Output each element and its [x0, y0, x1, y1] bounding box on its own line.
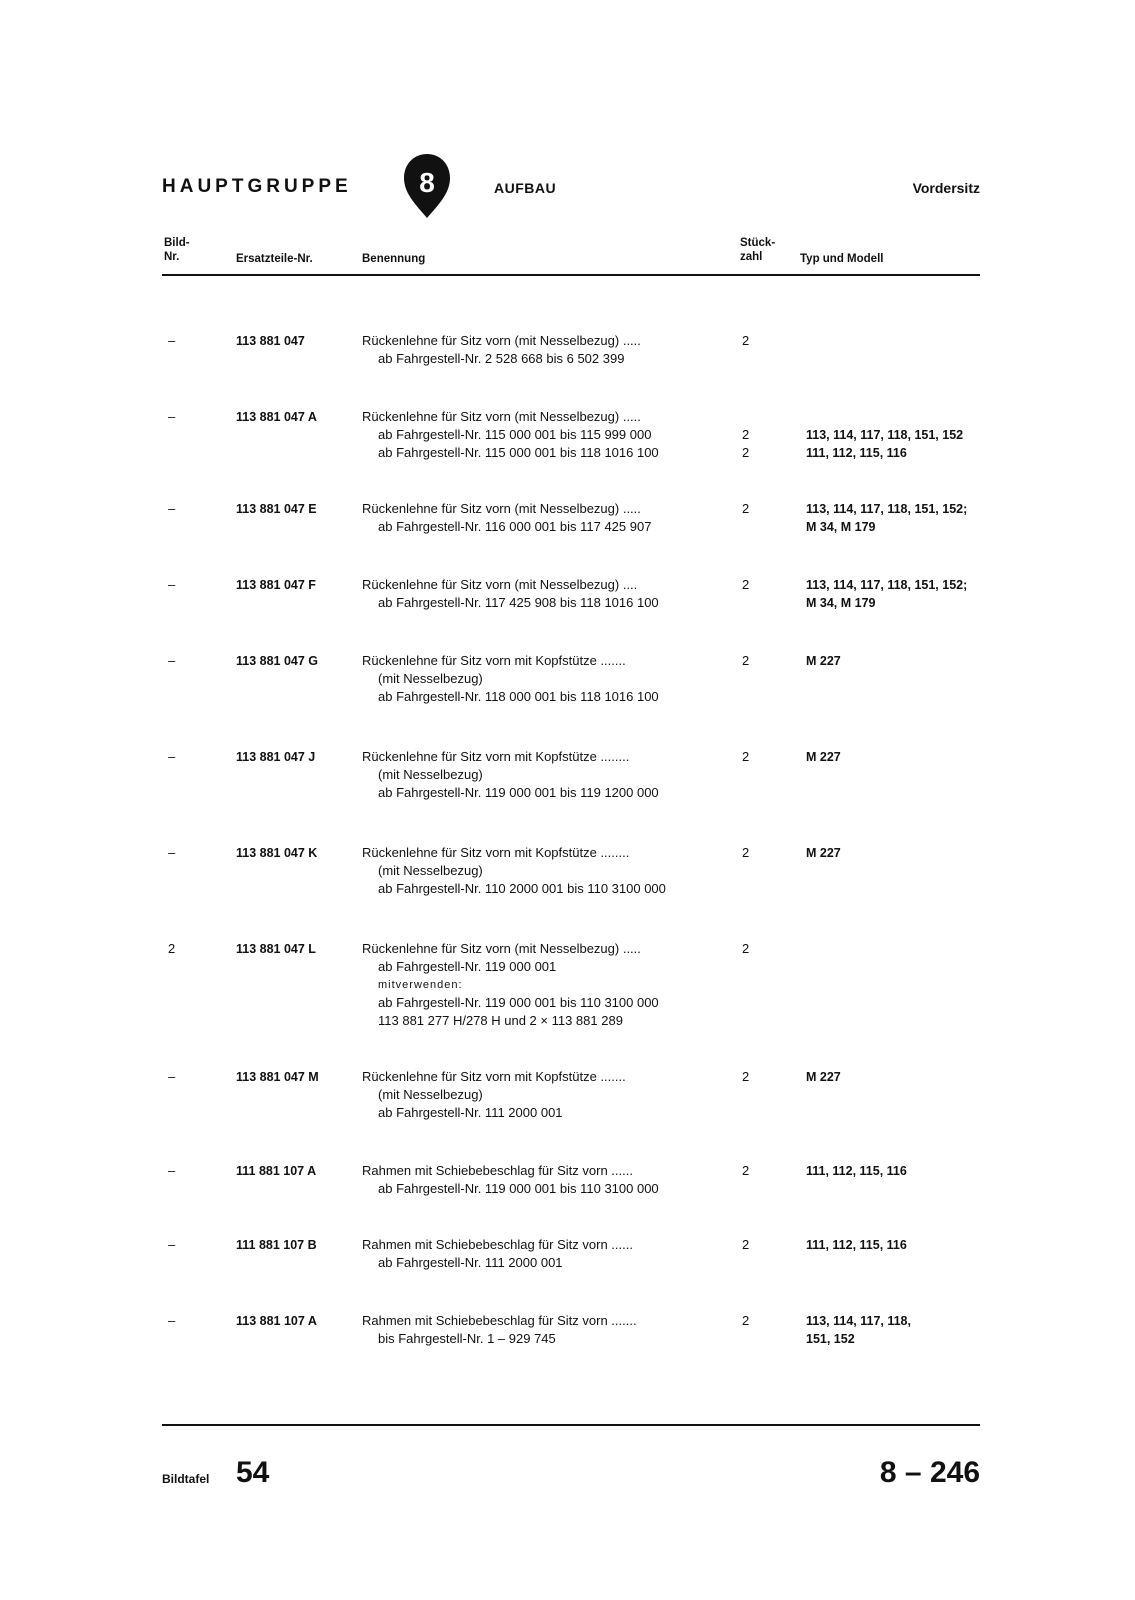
description-line: mitverwenden:	[378, 979, 463, 991]
part-number: 113 881 047 F	[236, 578, 316, 592]
part-number: 113 881 107 A	[236, 1314, 317, 1328]
type-model-line: M 227	[806, 1070, 841, 1084]
type-model-line: 113, 114, 117, 118, 151, 152;	[806, 578, 968, 592]
bild-nr: –	[168, 1237, 176, 1252]
quantity	[742, 1312, 772, 1330]
type-model	[806, 408, 986, 462]
description-line: ab Fahrgestell-Nr. 115 000 001 bis 118 1016 100	[378, 445, 659, 460]
quantity	[742, 1068, 772, 1086]
description-line: ab Fahrgestell-Nr. 116 000 001 bis 117 425 907	[378, 519, 652, 534]
type-model	[806, 500, 986, 536]
group-badge-shape	[404, 154, 450, 218]
quantity-value: 2	[742, 845, 750, 860]
description-line: Rückenlehne für Sitz vorn (mit Nesselbezug) ....	[362, 577, 638, 592]
description	[362, 1068, 742, 1122]
quantity-value: 2	[742, 577, 750, 592]
description	[362, 748, 742, 802]
type-model-line: M 227	[806, 654, 841, 668]
quantity	[742, 332, 772, 350]
part-number: 113 881 047 E	[236, 502, 317, 516]
quantity	[742, 408, 772, 462]
bild-nr: –	[168, 333, 176, 348]
type-model	[806, 576, 986, 612]
quantity-value: 2	[742, 1237, 750, 1252]
plate-number: 54	[236, 1456, 270, 1489]
col-typ-modell: Typ und Modell	[800, 253, 884, 265]
quantity	[742, 500, 772, 518]
description-line: ab Fahrgestell-Nr. 119 000 001	[378, 959, 557, 974]
bild-nr: –	[168, 577, 176, 592]
section-name: AUFBAU	[494, 180, 557, 196]
quantity	[742, 844, 772, 862]
page-footer	[162, 1450, 980, 1500]
part-number: 113 881 047	[236, 334, 305, 348]
description-line: ab Fahrgestell-Nr. 110 2000 001 bis 110 3100 000	[378, 881, 666, 896]
part-number: 111 881 107 A	[236, 1164, 317, 1178]
group-number-badge	[404, 154, 450, 218]
quantity	[742, 576, 772, 594]
description	[362, 652, 742, 706]
type-model-line: 113, 114, 117, 118, 151, 152;	[806, 502, 968, 516]
description-line: ab Fahrgestell-Nr. 119 000 001 bis 110 3100 000	[378, 1181, 659, 1196]
bild-nr: –	[168, 1163, 176, 1178]
description-line: Rückenlehne für Sitz vorn mit Kopfstütze .......	[362, 1069, 626, 1084]
type-model-line: 111, 112, 115, 116	[806, 1238, 907, 1252]
type-model-line: 113, 114, 117, 118, 151, 152	[806, 428, 964, 442]
description	[362, 500, 742, 536]
col-stueckzahl: Stück- zahl	[740, 237, 776, 263]
header-rule	[162, 274, 980, 276]
part-number: 113 881 047 G	[236, 654, 319, 668]
quantity	[742, 652, 772, 670]
type-model	[806, 844, 986, 862]
description	[362, 408, 742, 462]
quantity-value: 2	[742, 501, 750, 516]
part-number: 113 881 047 J	[236, 750, 316, 764]
plate-label: Bildtafel	[162, 1472, 210, 1486]
description-line: (mit Nesselbezug)	[378, 671, 483, 686]
bild-nr: –	[168, 845, 176, 860]
description-line: Rahmen mit Schiebebeschlag für Sitz vorn ......	[362, 1237, 633, 1252]
description-line: Rückenlehne für Sitz vorn (mit Nesselbezug) .....	[362, 409, 641, 424]
description-line: ab Fahrgestell-Nr. 117 425 908 bis 118 1016 100	[378, 595, 659, 610]
description-line: ab Fahrgestell-Nr. 119 000 001 bis 119 1200 000	[378, 785, 659, 800]
type-model	[806, 1312, 986, 1348]
part-number: 113 881 047 K	[236, 846, 318, 860]
description	[362, 332, 742, 368]
part-number: 111 881 107 B	[236, 1238, 317, 1252]
description-line: Rückenlehne für Sitz vorn (mit Nesselbezug) .....	[362, 941, 641, 956]
description-line: Rückenlehne für Sitz vorn (mit Nesselbezug) .....	[362, 333, 641, 348]
description	[362, 1162, 742, 1198]
quantity	[742, 1236, 772, 1254]
quantity-value: 2	[742, 1069, 750, 1084]
type-model	[806, 1068, 986, 1086]
quantity-value: 2	[742, 427, 750, 442]
description	[362, 576, 742, 612]
description	[362, 1312, 742, 1348]
description-line: Rückenlehne für Sitz vorn mit Kopfstütze .......	[362, 653, 626, 668]
description-line: ab Fahrgestell-Nr. 118 000 001 bis 118 1016 100	[378, 689, 659, 704]
quantity-value: 2	[742, 653, 750, 668]
bild-nr: 2	[168, 941, 176, 956]
col-ersatzteil-nr: Ersatzteile-Nr.	[236, 253, 313, 265]
type-model	[806, 1236, 986, 1254]
bild-nr: –	[168, 653, 176, 668]
part-number: 113 881 047 L	[236, 942, 316, 956]
part-number: 113 881 047 M	[236, 1070, 319, 1084]
type-model-line: 111, 112, 115, 116	[806, 1164, 907, 1178]
description-line: ab Fahrgestell-Nr. 2 528 668 bis 6 502 399	[378, 351, 625, 366]
part-number: 113 881 047 A	[236, 410, 317, 424]
quantity-value	[742, 408, 772, 426]
bild-nr: –	[168, 1069, 176, 1084]
description-line: Rückenlehne für Sitz vorn mit Kopfstütze ........	[362, 749, 630, 764]
page-header	[162, 150, 980, 220]
type-model	[806, 748, 986, 766]
description-line: ab Fahrgestell-Nr. 111 2000 001	[378, 1105, 563, 1120]
description-line: 113 881 277 H/278 H und 2 × 113 881 289	[378, 1013, 623, 1028]
quantity	[742, 940, 772, 958]
description-line: ab Fahrgestell-Nr. 115 000 001 bis 115 999 000	[378, 427, 652, 442]
description-line: (mit Nesselbezug)	[378, 863, 483, 878]
description-line: bis Fahrgestell-Nr. 1 – 929 745	[378, 1331, 556, 1346]
column-headers	[162, 234, 980, 268]
type-model-line: 111, 112, 115, 116	[806, 446, 907, 460]
page-number: 8 – 246	[879, 1456, 980, 1489]
main-group-title: HAUPTGRUPPE	[162, 176, 352, 197]
description-line: Rahmen mit Schiebebeschlag für Sitz vorn .......	[362, 1313, 637, 1328]
type-model-line: M 227	[806, 750, 841, 764]
description-line: Rahmen mit Schiebebeschlag für Sitz vorn ......	[362, 1163, 633, 1178]
description-line: Rückenlehne für Sitz vorn (mit Nesselbezug) .....	[362, 501, 641, 516]
group-number: 8	[419, 167, 435, 198]
col-bild-nr: Bild- Nr.	[164, 237, 190, 263]
type-model-line: 113, 114, 117, 118,	[806, 1314, 911, 1328]
quantity-value: 2	[742, 445, 750, 460]
description	[362, 940, 742, 1030]
quantity-value: 2	[742, 941, 750, 956]
footer-rule	[162, 1424, 980, 1426]
bild-nr: –	[168, 501, 176, 516]
type-model-line	[806, 408, 986, 426]
quantity-value: 2	[742, 333, 750, 348]
quantity-value: 2	[742, 1313, 750, 1328]
description	[362, 844, 742, 898]
description-line: ab Fahrgestell-Nr. 119 000 001 bis 110 3100 000	[378, 995, 659, 1010]
type-model-line: M 227	[806, 846, 841, 860]
description-line: (mit Nesselbezug)	[378, 767, 483, 782]
quantity	[742, 1162, 772, 1180]
description	[362, 1236, 742, 1272]
bild-nr: –	[168, 749, 176, 764]
quantity	[742, 748, 772, 766]
bild-nr: –	[168, 1313, 176, 1328]
type-model-line: 151, 152	[806, 1332, 855, 1346]
description-line: Rückenlehne für Sitz vorn mit Kopfstütze ........	[362, 845, 630, 860]
type-model	[806, 652, 986, 670]
quantity-value: 2	[742, 749, 750, 764]
subgroup-name: Vordersitz	[912, 180, 980, 196]
col-benennung: Benennung	[362, 253, 426, 265]
quantity-value: 2	[742, 1163, 750, 1178]
type-model-line: M 34, M 179	[806, 596, 876, 610]
description-line: (mit Nesselbezug)	[378, 1087, 483, 1102]
type-model-line: M 34, M 179	[806, 520, 876, 534]
type-model	[806, 1162, 986, 1180]
description-line: ab Fahrgestell-Nr. 111 2000 001	[378, 1255, 563, 1270]
bild-nr: –	[168, 409, 176, 424]
